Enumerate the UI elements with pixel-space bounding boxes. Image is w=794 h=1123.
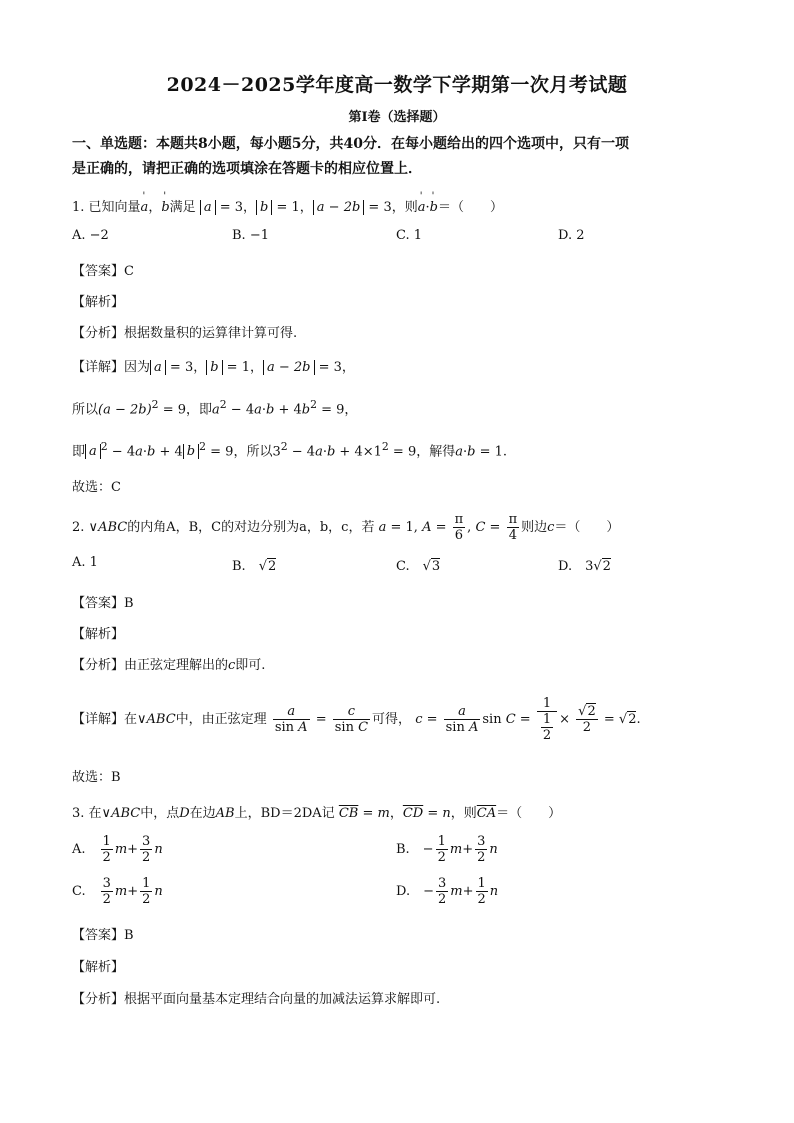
q2-detail-mid2: 可得， <box>372 712 412 727</box>
q2-conclusion: 故选：B <box>72 770 121 785</box>
q2-analysis: 【解析】 <box>72 627 125 642</box>
q2-detail: 【详解】在∨ABC中，由正弦定理 $\frac{a}{\text{sin A}}$ = $\frac{c}{\text{sin C}}$ 可得， c = $\frac{a}{\text{sin A}}$ sin C = $\frac{1}{\frac{1}{2}}$ × $\frac{√2}{2}$ = √2. <box>72 696 641 743</box>
q1-detail-line3-prefix: 即 <box>72 444 86 460</box>
q1-analysis: 【解析】 <box>72 295 125 310</box>
q3-stem: 3. 在∨ABC中，点D在边AB上，BD＝2DA记 $\overline{CB} = m$，$\overline{CD} = n$，则$\overline{CA}=$（ ） <box>72 806 562 821</box>
q1-detail-line3-end: ，解得 <box>416 444 456 460</box>
q3-stem-end: ，则 <box>450 806 477 821</box>
q1-detail-line3: 即 a $^2$ − 4a·b + 4 b $^2$ = 9，所以$3^2 - 4a\cdot b + 4\times 1^2 = 9$，解得a·b = 1. <box>72 440 508 460</box>
q1-detail-line3-mid: ，所以 <box>233 444 273 460</box>
q2-fenxi: 【分析】由正弦定理解出的c即可. <box>72 658 266 673</box>
q2-option-c-label: C. <box>396 559 410 574</box>
q1-option-d: D. 2 <box>558 228 585 243</box>
q1-detail-line2: 所以$(a - 2b)^2 = 9$，即$a^2 - 4a\cdot b + 4b^2 = 9$， <box>72 398 358 418</box>
q2-stem-text: 的内角A，B，C的对边分别为a，b，c，若 <box>127 520 375 535</box>
q2-option-b: B. √2 <box>232 559 277 574</box>
q1-stem-mid: 满足 <box>169 200 196 215</box>
q3-option-b: B. − $\frac{1}{2}$ m+ $\frac{3}{2}$ n <box>396 834 498 865</box>
q2-detail-prefix: 【详解】在 <box>72 712 138 727</box>
q3-fenxi: 【分析】根据平面向量基本定理结合向量的加减法运算求解即可. <box>72 992 441 1007</box>
q3-option-a: A. $\frac{1}{2}$ m+ $\frac{3}{2}$ n <box>72 834 163 865</box>
q2-stem-tail: ＝（ ） <box>554 520 620 535</box>
q1-option-b: B. −1 <box>232 228 269 243</box>
section-instructions-line2: 是正确的，请把正确的选项填涂在答题卡的相应位置上． <box>72 161 422 177</box>
q1-answer: 【答案】C <box>72 264 134 279</box>
q2-option-b-label: B. <box>232 559 246 574</box>
q1-conclusion: 故选：C <box>72 480 121 495</box>
q1-detail-line2-prefix: 所以 <box>72 402 99 418</box>
q1-stem-tail: ＝（ ） <box>437 200 503 215</box>
q3-option-c: C. $\frac{3}{2}$ m+ $\frac{1}{2}$ n <box>72 876 163 907</box>
q3-stem-mid2: 在边 <box>189 806 216 821</box>
q1-stem-prefix: 1. 已知向量 <box>72 200 141 215</box>
q1-stem-end: ，则 <box>391 200 418 215</box>
q2-fenxi-end: 即可. <box>235 658 266 673</box>
section-subtitle: 第Ⅰ卷（选择题） <box>348 110 446 125</box>
q3-analysis: 【解析】 <box>72 960 125 975</box>
q3-stem-mid3: 上，BD＝2DA记 <box>234 806 335 821</box>
q2-answer: 【答案】B <box>72 596 134 611</box>
q3-stem-prefix: 3. 在 <box>72 806 102 821</box>
section-instructions-line1: 一、单选题：本题共8小题，每小题5分，共40分．在每小题给出的四个选项中，只有一项 <box>72 136 629 152</box>
q3-stem-mid: 中，点 <box>140 806 180 821</box>
q2-fenxi-prefix: 【分析】由正弦定理解出的 <box>72 658 229 673</box>
q3-stem-tail: ＝（ ） <box>496 806 562 821</box>
q1-option-a: A. −2 <box>72 228 109 243</box>
q1-detail-prefix: 【详解】因为 <box>72 360 151 375</box>
q1-detail-line1: 【详解】因为 a = 3， b = 1， a − 2b = 3， <box>72 360 355 375</box>
q1-stem: 1. 已知向量' a，' b满足 a = 3， b = 1， a − 2b = 3，则' a·' b＝（ ） <box>72 196 503 215</box>
q1-detail-line2-mid: ，即 <box>186 402 213 418</box>
q2-option-d: D. 3√2 <box>558 559 611 574</box>
q2-stem-prefix: 2. <box>72 520 89 535</box>
q3-answer: 【答案】B <box>72 928 134 943</box>
q1-fenxi: 【分析】根据数量积的运算律计算可得. <box>72 326 298 341</box>
q3-option-d: D. − $\frac{3}{2}$ m+ $\frac{1}{2}$ n <box>396 876 499 907</box>
q2-option-c: C. √3 <box>396 559 441 574</box>
q1-option-c: C. 1 <box>396 228 423 243</box>
q2-detail-mid: 中，由正弦定理 <box>175 712 267 727</box>
q2-stem-end: 则边 <box>521 520 548 535</box>
q2-option-a: A. 1 <box>72 555 98 570</box>
page-title: 2024－2025学年度高一数学下学期第一次月考试题 <box>166 74 628 96</box>
q2-stem: 2. ∨ABC的内角A，B，C的对边分别为a，b，c，若 a = 1, A = $\frac{\pi}{6}$ , C = $\frac{\pi}{4}$ 则边c＝（ ） <box>72 512 620 543</box>
q2-option-d-label: D. <box>558 559 573 574</box>
